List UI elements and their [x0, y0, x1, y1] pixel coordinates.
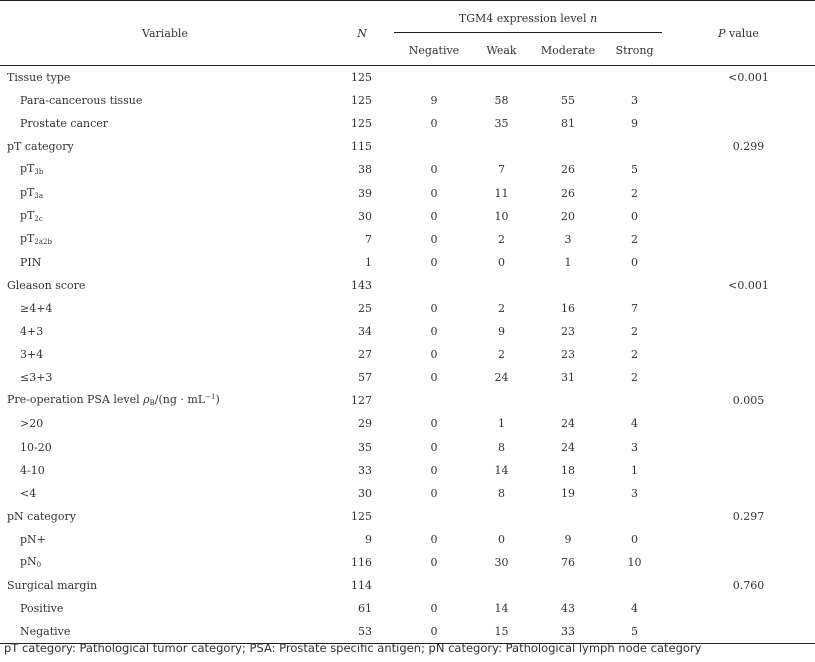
row-label: $pT_{2c}$: [20, 208, 43, 223]
cell-negative: 0: [430, 417, 438, 431]
row-n: 57: [358, 371, 372, 385]
row-label: $pT_{3a}$: [20, 185, 44, 200]
cell-negative: 0: [430, 117, 438, 131]
cell-weak: 8: [498, 486, 505, 500]
cell-moderate: 1: [564, 255, 572, 269]
table-row-psa-level: [0, 389, 815, 412]
row-label: $pN_0$: [20, 555, 42, 570]
cell-moderate: 24: [561, 417, 575, 431]
cell-weak: 2: [498, 232, 505, 246]
row-n: 29: [358, 417, 372, 431]
row-n: 9: [365, 532, 372, 546]
header-n: N: [330, 1, 394, 66]
row-n: 25: [358, 301, 372, 315]
row-n: 7: [365, 232, 372, 246]
cell-moderate: 19: [561, 486, 575, 500]
cell-weak: 14: [494, 463, 509, 477]
cell-strong: 9: [631, 117, 639, 131]
table-header: [0, 1, 815, 66]
cell-negative: 0: [430, 371, 438, 385]
row-label: Positive: [20, 602, 64, 616]
table-row-gleason-score: [0, 274, 815, 297]
cell-strong: 2: [631, 232, 639, 246]
cell-weak: 7: [498, 163, 505, 177]
header-p-value: P value: [662, 1, 815, 66]
header-moderate: Moderate: [529, 33, 607, 66]
cell-strong: 7: [631, 301, 639, 315]
row-n: 115: [351, 140, 372, 154]
cell-negative: 0: [430, 255, 438, 269]
cell-moderate: 18: [561, 463, 575, 477]
table-row-pn-category: [0, 505, 815, 528]
cell-strong: 4: [631, 417, 639, 431]
table-row-prostate-cancer: [0, 112, 815, 135]
cell-moderate: 33: [529, 620, 607, 644]
row-label: Para-cancerous tissue: [20, 94, 143, 108]
cell-negative: 0: [430, 602, 438, 616]
cell-moderate: 26: [561, 186, 575, 200]
cell-weak: 11: [494, 186, 509, 200]
cell-strong: 2: [631, 371, 639, 385]
row-label: >20: [20, 417, 44, 431]
row-label: ≥4+4: [20, 301, 53, 315]
row-n: 33: [358, 463, 372, 477]
cell-negative: 0: [394, 620, 474, 644]
table-row-pin: [0, 251, 815, 274]
table-row-pt3b: [0, 158, 815, 181]
row-label: Surgical margin: [7, 579, 98, 593]
row-label: 3+4: [20, 348, 44, 362]
table-row-gleason-ge-4-4: [0, 297, 815, 320]
cell-negative: 0: [430, 325, 438, 339]
cell-negative: 0: [430, 163, 438, 177]
cell-moderate: 16: [561, 301, 575, 315]
row-label: Negative: [0, 620, 330, 644]
cell-strong: 5: [631, 163, 639, 177]
table-row-pt3a: [0, 181, 815, 204]
cell-negative: 0: [430, 556, 438, 570]
cell-weak: 15: [474, 620, 529, 644]
row-n: 127: [351, 394, 372, 408]
cell-moderate: 81: [561, 117, 575, 131]
cell-negative: 0: [430, 532, 438, 546]
cell-strong: 0: [631, 532, 639, 546]
row-p-value: 0.760: [732, 579, 765, 593]
cell-strong: 0: [631, 255, 639, 269]
header-tgm4-group: TGM4 expression level n: [394, 1, 662, 33]
cell-moderate: 9: [564, 532, 572, 546]
table-row-psa-gt-20: [0, 412, 815, 435]
cell-moderate: 76: [561, 556, 575, 570]
cell-moderate: 23: [561, 325, 575, 339]
cell-weak: 9: [498, 325, 505, 339]
table-body: [0, 66, 815, 644]
cell-weak: 2: [498, 301, 505, 315]
row-n: 39: [358, 186, 372, 200]
cell-weak: 0: [498, 532, 505, 546]
cell-weak: 14: [494, 602, 509, 616]
cell-negative: 0: [430, 440, 438, 454]
cell-negative: 0: [430, 301, 438, 315]
row-n: 125: [351, 71, 372, 85]
cell-moderate: 24: [561, 440, 575, 454]
cell-moderate: 31: [561, 371, 575, 385]
row-label: 4+3: [20, 325, 44, 339]
cell-moderate: 26: [561, 163, 575, 177]
cell-strong: 1: [631, 463, 639, 477]
cell-weak: 0: [498, 255, 505, 269]
cell-strong: 0: [631, 209, 639, 223]
cell-weak: 35: [494, 117, 509, 131]
cell-weak: 1: [498, 417, 505, 431]
row-label: pN+: [20, 532, 46, 546]
table-row-surgical-margin: [0, 574, 815, 597]
row-label: 10-20: [20, 440, 52, 454]
table-row-pn-plus: [0, 528, 815, 551]
cell-strong: 4: [631, 602, 639, 616]
row-n: 38: [358, 163, 372, 177]
cell-moderate: 55: [561, 94, 575, 108]
row-p-value: <0.001: [728, 71, 769, 85]
header-negative: Negative: [394, 33, 474, 66]
row-n: 1: [365, 255, 372, 269]
table-row-psa-lt-4: [0, 482, 815, 505]
row-label: PIN: [20, 255, 42, 269]
cell-negative: 0: [430, 232, 438, 246]
row-n: 125: [351, 94, 372, 108]
table-row-pt-category: [0, 135, 815, 158]
cell-weak: 10: [494, 209, 509, 223]
row-label: Gleason score: [7, 278, 86, 292]
cell-weak: 8: [498, 440, 505, 454]
row-label: pT category: [7, 140, 74, 154]
cell-negative: 0: [430, 186, 438, 200]
row-label: $pT_{3b}$: [20, 162, 44, 177]
table-row-gleason-le-3-3: [0, 366, 815, 389]
cell-strong: 10: [627, 556, 642, 570]
row-p-value: 0.297: [732, 509, 765, 523]
cell-negative: 0: [430, 209, 438, 223]
row-p-value: 0.005: [732, 394, 765, 408]
cell-weak: 58: [494, 94, 509, 108]
cell-weak: 30: [494, 556, 509, 570]
cell-moderate: 43: [561, 602, 575, 616]
cell-strong: 5: [607, 620, 662, 644]
row-label: <4: [20, 486, 37, 500]
table-row-pn0: [0, 551, 815, 574]
row-label: Prostate cancer: [20, 117, 109, 131]
table-row-tissue-type: [0, 66, 815, 90]
cell-strong: 3: [631, 94, 639, 108]
table-row-pt2a2b: [0, 228, 815, 251]
table-row-margin-positive: [0, 597, 815, 620]
table-row-pt2c: [0, 205, 815, 228]
row-n: 35: [358, 440, 372, 454]
cell-negative: 0: [430, 348, 438, 362]
table-row-psa-10-20: [0, 436, 815, 459]
header-variable: Variable: [0, 1, 330, 66]
cell-strong: 2: [631, 186, 639, 200]
row-label: $pT_{2a2b}$: [20, 231, 52, 246]
row-n: 30: [358, 486, 372, 500]
row-label: Tissue type: [7, 71, 71, 85]
row-label: ≤3+3: [20, 371, 53, 385]
row-n: 125: [351, 117, 372, 131]
cell-moderate: 20: [561, 209, 575, 223]
cell-negative: 9: [430, 94, 438, 108]
row-p-value: <0.001: [728, 278, 769, 292]
cell-negative: 0: [430, 463, 438, 477]
table-row-gleason-3-4: [0, 343, 815, 366]
row-label: pN category: [7, 509, 76, 523]
cell-strong: 2: [631, 348, 639, 362]
cell-weak: 2: [498, 348, 505, 362]
row-n: 34: [358, 325, 372, 339]
row-n: 143: [351, 278, 372, 292]
cell-weak: 24: [494, 371, 509, 385]
cell-strong: 3: [631, 440, 639, 454]
cell-strong: 3: [631, 486, 639, 500]
cell-moderate: 23: [561, 348, 575, 362]
table-row-psa-4-10: [0, 459, 815, 482]
row-n: 61: [358, 602, 372, 616]
row-n: 116: [351, 556, 372, 570]
row-p-value: 0.299: [732, 140, 765, 154]
table-row-gleason-4-3: [0, 320, 815, 343]
cell-negative: 0: [430, 486, 438, 500]
row-n: 114: [351, 579, 372, 593]
row-n: 30: [358, 209, 372, 223]
row-label: Pre-operation PSA level $\rho_B/(ng \cdot mL^{-1})$: [7, 393, 220, 408]
header-weak: Weak: [474, 33, 529, 66]
row-label: 4-10: [20, 463, 45, 477]
row-n: 125: [351, 509, 372, 523]
row-n: 27: [358, 348, 372, 362]
header-strong: Strong: [607, 33, 662, 66]
row-n: 53: [330, 620, 394, 644]
cell-moderate: 3: [564, 232, 572, 246]
cell-strong: 2: [631, 325, 639, 339]
table-footnote: pT category: Pathological tumor category; PSA: Prostate specific antigen; pN category: Pathological lymph node category: [4, 641, 702, 655]
table-row-para-cancerous: [0, 89, 815, 112]
